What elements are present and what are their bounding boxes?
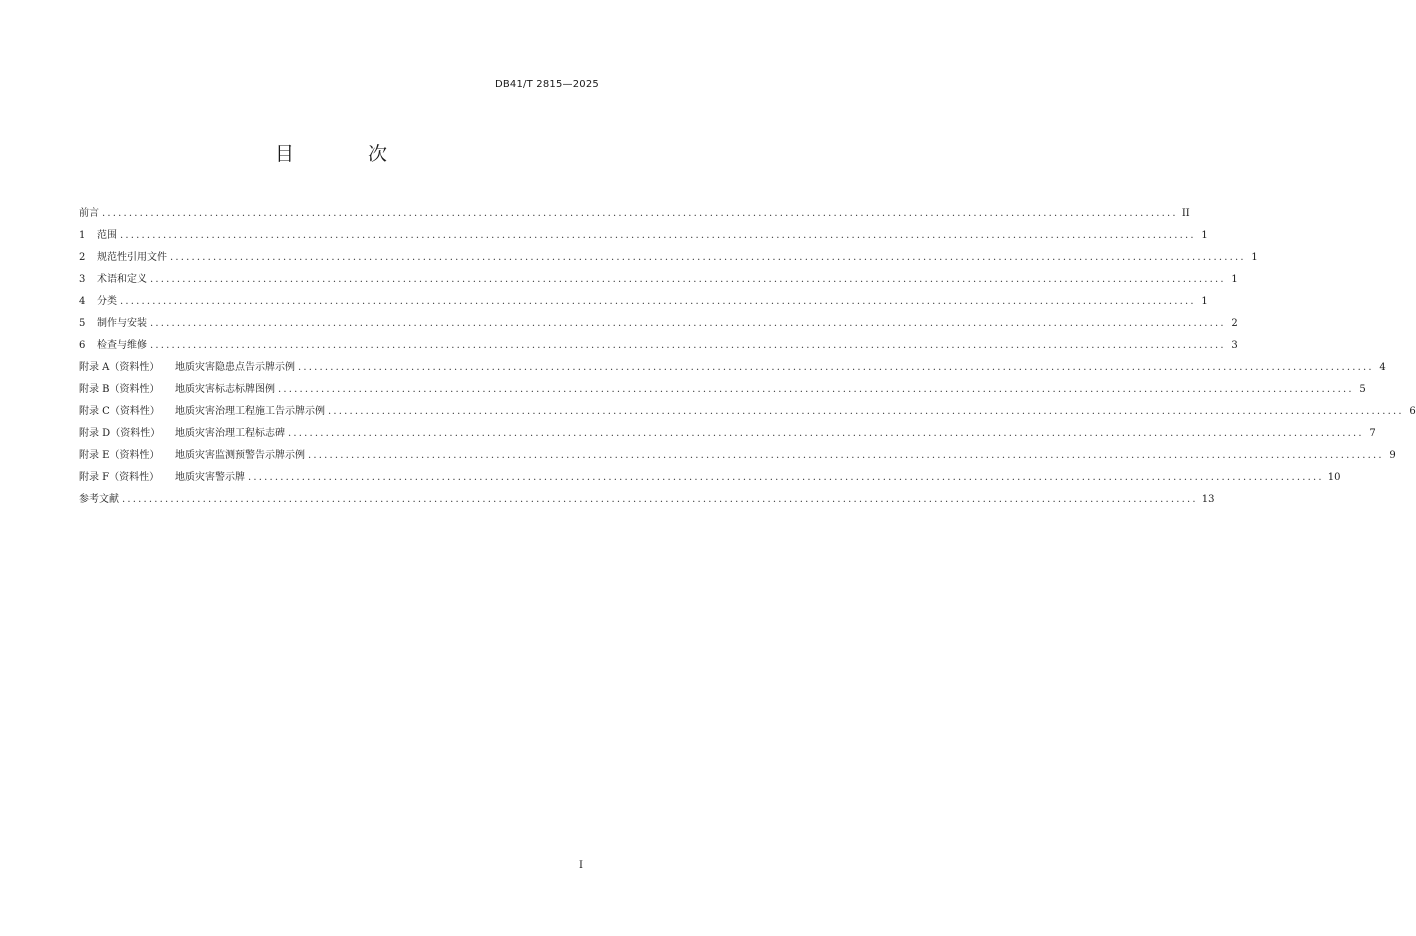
toc-entry-appendix-prefix: 附录 B（资料性）	[79, 384, 160, 395]
toc-leader-dots: ........................................................................................................................................................................................................	[150, 274, 1226, 285]
toc-entry-title: 地质灾害监测预警告示牌示例	[175, 450, 305, 461]
toc-entry-label	[79, 335, 147, 357]
toc-entry-title: 地质灾害标志标牌图例	[175, 384, 275, 395]
toc-entry-label	[79, 291, 117, 313]
toc-entry-page: 13	[1201, 494, 1215, 505]
toc-entry-number: 5	[79, 318, 86, 329]
toc-entry-label	[79, 445, 305, 467]
toc-entry-label	[79, 467, 245, 489]
toc-entry[interactable]	[79, 291, 1208, 313]
toc-leader-dots: ........................................................................................................................................................................................................	[150, 318, 1226, 329]
page-title: 目 次	[274, 143, 422, 165]
toc-leader-dots: ........................................................................................................................................................................................................	[248, 472, 1324, 483]
toc-entry-label	[79, 401, 325, 423]
toc-entry-title: 地质灾害治理工程标志碑	[175, 428, 285, 439]
toc-entry-title: 检查与维修	[97, 340, 147, 351]
toc-entry-appendix-prefix: 附录 E（资料性）	[79, 450, 160, 461]
toc-leader-dots: ........................................................................................................................................................................................................	[102, 208, 1178, 219]
toc-entry-appendix-prefix: 附录 A（资料性）	[79, 362, 160, 373]
toc-entry-page: 6	[1409, 406, 1416, 417]
toc-entry-title: 地质灾害警示牌	[175, 472, 245, 483]
toc-entry-number: 1	[79, 230, 86, 241]
toc-leader-dots: ........................................................................................................................................................................................................	[150, 340, 1226, 351]
toc-entry-title: 分类	[97, 296, 117, 307]
toc-entry-page: 1	[1251, 252, 1258, 263]
toc-entry-number: 6	[79, 340, 86, 351]
toc-entry-number: 4	[79, 296, 86, 307]
toc-entry-title: 制作与安装	[97, 318, 147, 329]
toc-entry-page: 3	[1231, 340, 1238, 351]
toc-entry[interactable]	[79, 401, 1416, 423]
toc-entry-title: 术语和定义	[97, 274, 147, 285]
toc-leader-dots: ........................................................................................................................................................................................................	[278, 384, 1354, 395]
toc-entry-page: II	[1181, 208, 1190, 219]
toc-entry-page: 5	[1359, 384, 1366, 395]
toc-entry[interactable]	[79, 247, 1258, 269]
toc-entry-number: 2	[79, 252, 86, 263]
toc-entry[interactable]	[79, 423, 1376, 445]
toc-entry-title: 前言	[79, 208, 99, 219]
toc-leader-dots: ........................................................................................................................................................................................................	[120, 296, 1196, 307]
toc-entry-page: 2	[1231, 318, 1238, 329]
toc-entry-label	[79, 313, 147, 335]
page-number: I	[579, 860, 583, 871]
toc-entry[interactable]	[79, 313, 1238, 335]
toc-entry-label	[79, 357, 295, 379]
toc-leader-dots: ........................................................................................................................................................................................................	[328, 406, 1404, 417]
toc-leader-dots: ........................................................................................................................................................................................................	[122, 494, 1198, 505]
toc-entry-label	[79, 269, 147, 291]
toc-leader-dots: ........................................................................................................................................................................................................	[170, 252, 1246, 263]
toc-entry[interactable]	[79, 489, 1215, 511]
toc-entry-appendix-prefix: 附录 C（资料性）	[79, 406, 160, 417]
toc-entry-label	[79, 203, 99, 225]
table-of-contents	[79, 203, 1416, 511]
toc-entry[interactable]	[79, 379, 1366, 401]
toc-leader-dots: ........................................................................................................................................................................................................	[120, 230, 1196, 241]
toc-entry-appendix-prefix: 附录 D（资料性）	[79, 428, 161, 439]
toc-entry-page: 7	[1369, 428, 1376, 439]
toc-entry-page: 10	[1327, 472, 1341, 483]
toc-entry-title: 参考文献	[79, 494, 119, 505]
toc-entry-page: 1	[1201, 230, 1208, 241]
toc-entry-title: 范围	[97, 230, 117, 241]
document-code: DB41/T 2815—2025	[494, 79, 599, 90]
toc-entry-title: 地质灾害治理工程施工告示牌示例	[175, 406, 325, 417]
toc-entry-page: 1	[1231, 274, 1238, 285]
toc-leader-dots: ........................................................................................................................................................................................................	[298, 362, 1374, 373]
toc-entry-title: 规范性引用文件	[97, 252, 167, 263]
toc-leader-dots: ........................................................................................................................................................................................................	[308, 450, 1384, 461]
toc-entry[interactable]	[79, 335, 1238, 357]
toc-entry-title: 地质灾害隐患点告示牌示例	[175, 362, 295, 373]
toc-entry[interactable]	[79, 269, 1238, 291]
toc-entry-page: 9	[1389, 450, 1396, 461]
toc-entry-page: 4	[1379, 362, 1386, 373]
toc-entry-appendix-prefix: 附录 F（资料性）	[79, 472, 160, 483]
toc-entry[interactable]	[79, 203, 1190, 225]
toc-leader-dots: ........................................................................................................................................................................................................	[288, 428, 1364, 439]
toc-entry-page: 1	[1201, 296, 1208, 307]
toc-entry-label	[79, 423, 285, 445]
toc-entry-label	[79, 225, 117, 247]
toc-entry-label	[79, 379, 275, 401]
toc-entry[interactable]	[79, 357, 1386, 379]
toc-entry-label	[79, 247, 167, 269]
toc-entry[interactable]	[79, 225, 1208, 247]
toc-entry-label	[79, 489, 119, 511]
toc-entry[interactable]	[79, 445, 1396, 467]
toc-entry[interactable]	[79, 467, 1341, 489]
toc-entry-number: 3	[79, 274, 86, 285]
